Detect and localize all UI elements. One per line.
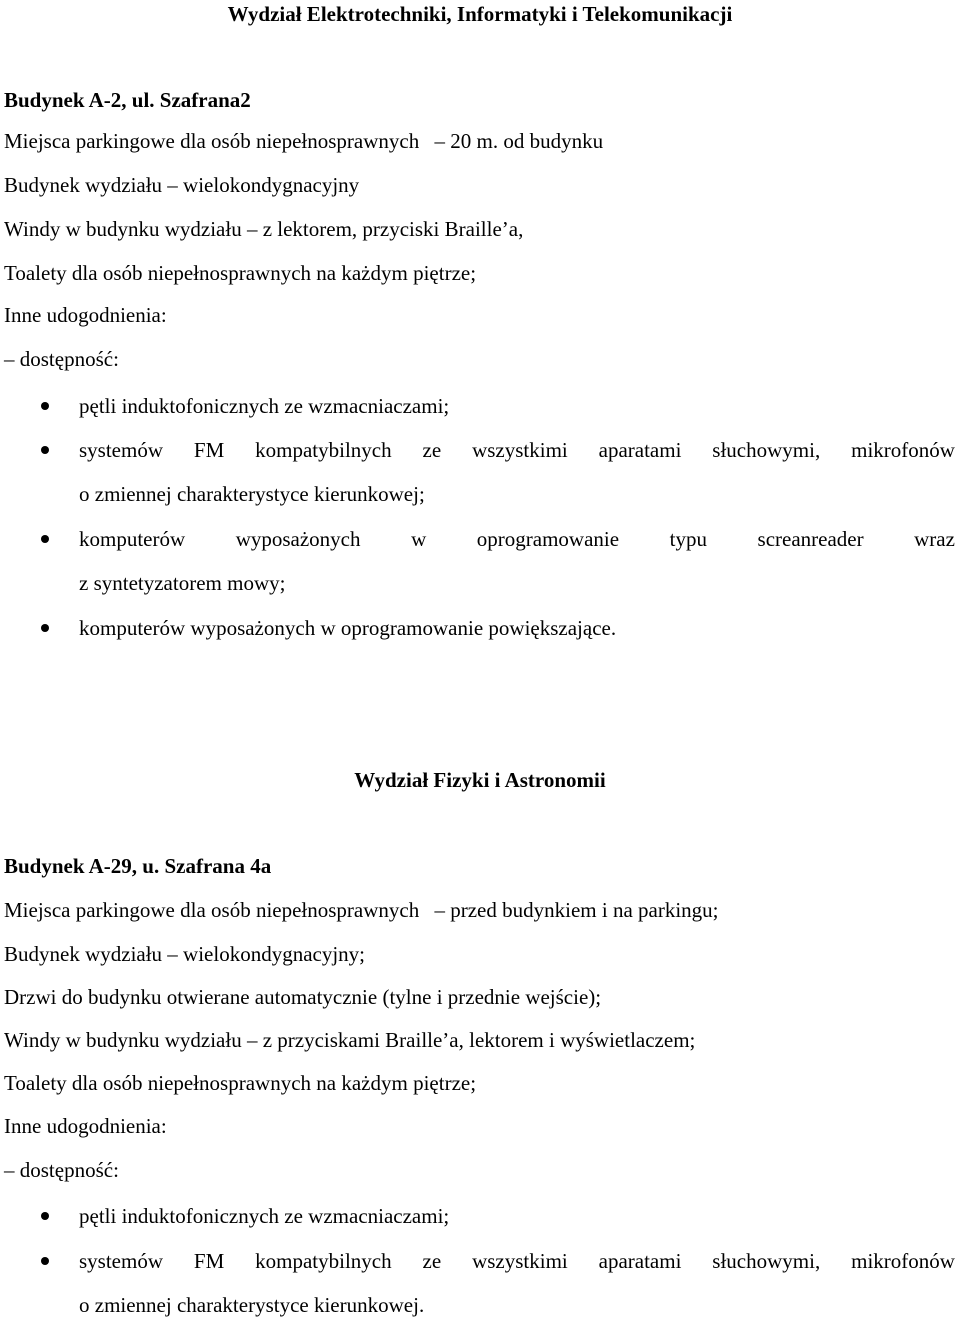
bullet-item: pętli induktofonicznych ze wzmacniaczami; [79, 394, 450, 418]
other-facilities-label: Inne udogodnienia: [4, 1114, 167, 1138]
toilets-info: Toalety dla osób niepełnosprawnych na każdym piętrze; [4, 1071, 477, 1095]
bullet-icon [41, 446, 49, 454]
bullet-item: komputerów wyposażonych w oprogramowanie typu screanreader wraz [79, 527, 955, 551]
bullet-item: pętli induktofonicznych ze wzmacniaczami; [79, 1204, 450, 1228]
building-type: Budynek wydziału – wielokondygnacyjny [4, 173, 360, 197]
bullet-icon [41, 1257, 49, 1265]
other-facilities-label: Inne udogodnienia: [4, 303, 167, 327]
faculty-title-eti: Wydział Elektrotechniki, Informatyki i Telekomunikacji [227, 2, 733, 26]
parking-label: Miejsca parkingowe dla osób niepełnosprawnych [4, 898, 420, 922]
toilets-info: Toalety dla osób niepełnosprawnych na każdym piętrze; [4, 261, 477, 285]
bullet-item-continuation: o zmiennej charakterystyce kierunkowej; [79, 482, 425, 506]
parking-info [4, 896, 719, 924]
bullet-item-continuation: o zmiennej charakterystyce kierunkowej. [79, 1293, 425, 1317]
building-heading: Budynek A-29, u. Szafrana 4a [4, 854, 272, 878]
bullet-icon [41, 402, 49, 410]
bullet-item: komputerów wyposażonych w oprogramowanie powiększające. [79, 616, 617, 640]
building-heading: Budynek A-2, ul. Szafrana2 [4, 88, 251, 112]
parking-value: – 20 m. od budynku [434, 129, 604, 153]
parking-label: Miejsca parkingowe dla osób niepełnosprawnych [4, 129, 420, 153]
availability-label: – dostępność: [4, 1158, 119, 1182]
parking-value: – przed budynkiem i na parkingu; [434, 898, 719, 922]
availability-label: – dostępność: [4, 347, 119, 371]
parking-info [4, 127, 603, 155]
doors-info: Drzwi do budynku otwierane automatycznie (tylne i przednie wejście); [4, 985, 602, 1009]
bullet-item: systemów FM kompatybilnych ze wszystkimi aparatami słuchowymi, mikrofonów [79, 438, 955, 462]
bullet-icon [41, 535, 49, 543]
bullet-item-continuation: z syntetyzatorem mowy; [79, 571, 286, 595]
faculty-title-physics: Wydział Fizyki i Astronomii [354, 768, 606, 792]
bullet-item: systemów FM kompatybilnych ze wszystkimi aparatami słuchowymi, mikrofonów [79, 1249, 955, 1273]
elevators-info: Windy w budynku wydziału – z lektorem, przyciski Braille’a, [4, 217, 524, 241]
elevators-info: Windy w budynku wydziału – z przyciskami Braille’a, lektorem i wyświetlaczem; [4, 1028, 696, 1052]
building-type: Budynek wydziału – wielokondygnacyjny; [4, 942, 366, 966]
bullet-icon [41, 1212, 49, 1220]
bullet-icon [41, 624, 49, 632]
